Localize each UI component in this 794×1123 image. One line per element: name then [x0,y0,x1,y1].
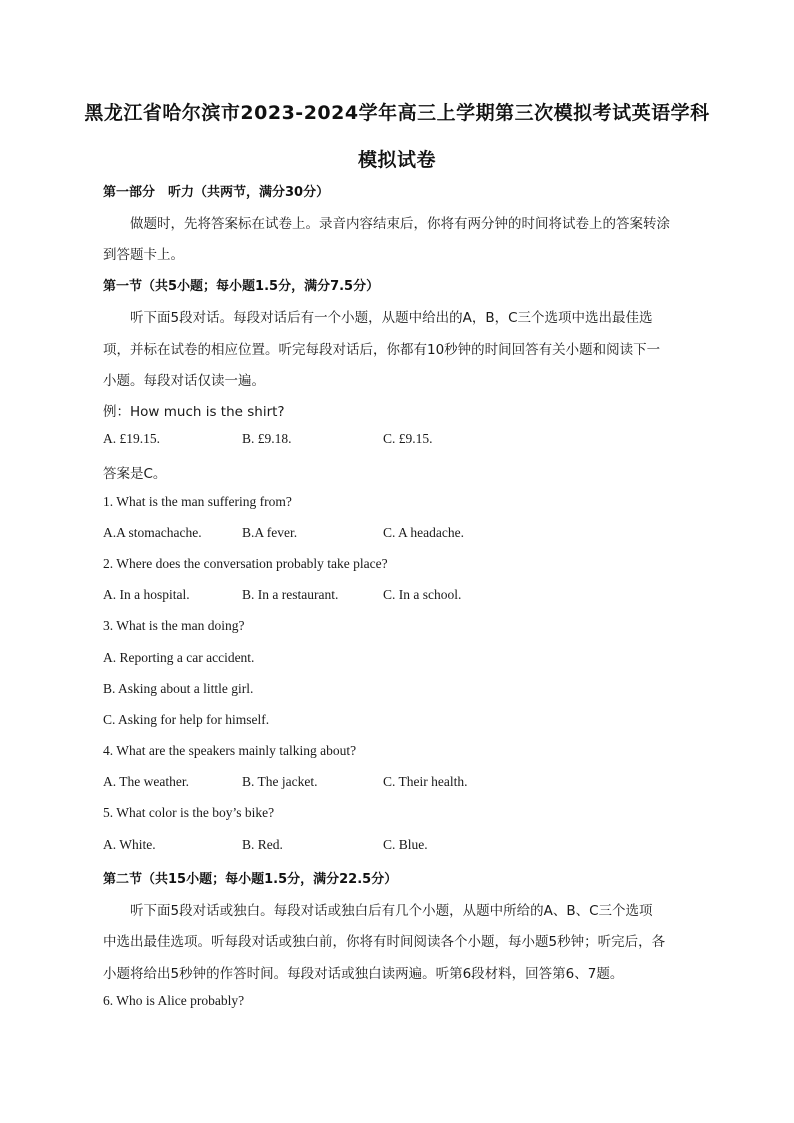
example-option-a: A. £19.15. [103,431,160,446]
section-2-intro-line-3: 小题将给出5秒钟的作答时间。每段对话或独白读两遍。听第6段材料，回答第6、7题。 [103,966,624,982]
q2-option-a: A. In a hospital. [103,587,190,602]
q4-option-c: C. Their health. [383,774,468,789]
part-1-heading: 第一部分 听力（共两节，满分30分） [103,185,330,200]
question-5: 5. What color is the boy’s bike? [103,805,275,820]
section-1-heading: 第一节（共5小题；每小题1.5分，满分7.5分） [103,279,380,294]
q3-option-b: B. Asking about a little girl. [103,681,254,696]
section-1-intro-line-3: 小题。每段对话仅读一遍。 [103,373,265,389]
section-1-intro-line-1: 听下面5段对话。每段对话后有一个小题，从题中给出的A，B，C三个选项中选出最佳选 [130,310,653,326]
q1-option-a: A.A stomachache. [103,525,202,540]
section-2-intro-line-1: 听下面5段对话或独白。每段对话或独白后有几个小题，从题中所给的A、B、C三个选项 [130,903,653,919]
q1-option-b: B.A fever. [242,525,298,540]
question-1: 1. What is the man suffering from? [103,494,292,509]
section-2-intro-line-2: 中选出最佳选项。听每段对话或独白前，你将有时间阅读各个小题，每小题5秒钟；听完后，各 [103,934,666,950]
exam-title-line-1: 黑龙江省哈尔滨市2023-2024学年高三上学期第三次模拟考试英语学科 [84,102,710,124]
question-6: 6. Who is Alice probably? [103,993,245,1008]
q5-option-c: C. Blue. [383,837,428,852]
q2-option-b: B. In a restaurant. [242,587,339,602]
part-1-intro-line-2: 到答题卡上。 [103,247,184,263]
question-3: 3. What is the man doing? [103,618,245,633]
q1-option-c: C. A headache. [383,525,464,540]
q4-option-b: B. The jacket. [242,774,318,789]
exam-title-line-2: 模拟试卷 [357,149,436,171]
q3-option-a: A. Reporting a car accident. [103,650,255,665]
section-1-intro-line-2: 项，并标在试卷的相应位置。听完每段对话后，你都有10秒钟的时间回答有关小题和阅读下一 [103,342,661,358]
q4-option-a: A. The weather. [103,774,189,789]
q5-option-a: A. White. [103,837,156,852]
section-2-heading: 第二节（共15小题；每小题1.5分，满分22.5分） [103,872,398,887]
example-answer: 答案是C。 [103,466,167,482]
example-option-b: B. £9.18. [242,431,292,446]
q2-option-c: C. In a school. [383,587,462,602]
example-question: 例：How much is the shirt? [103,404,285,420]
example-option-c: C. £9.15. [383,431,433,446]
question-2: 2. Where does the conversation probably take place? [103,556,388,571]
question-4: 4. What are the speakers mainly talking about? [103,743,357,758]
part-1-intro-line-1: 做题时，先将答案标在试卷上。录音内容结束后，你将有两分钟的时间将试卷上的答案转涂 [130,216,670,232]
q3-option-c: C. Asking for help for himself. [103,712,270,727]
q5-option-b: B. Red. [242,837,283,852]
